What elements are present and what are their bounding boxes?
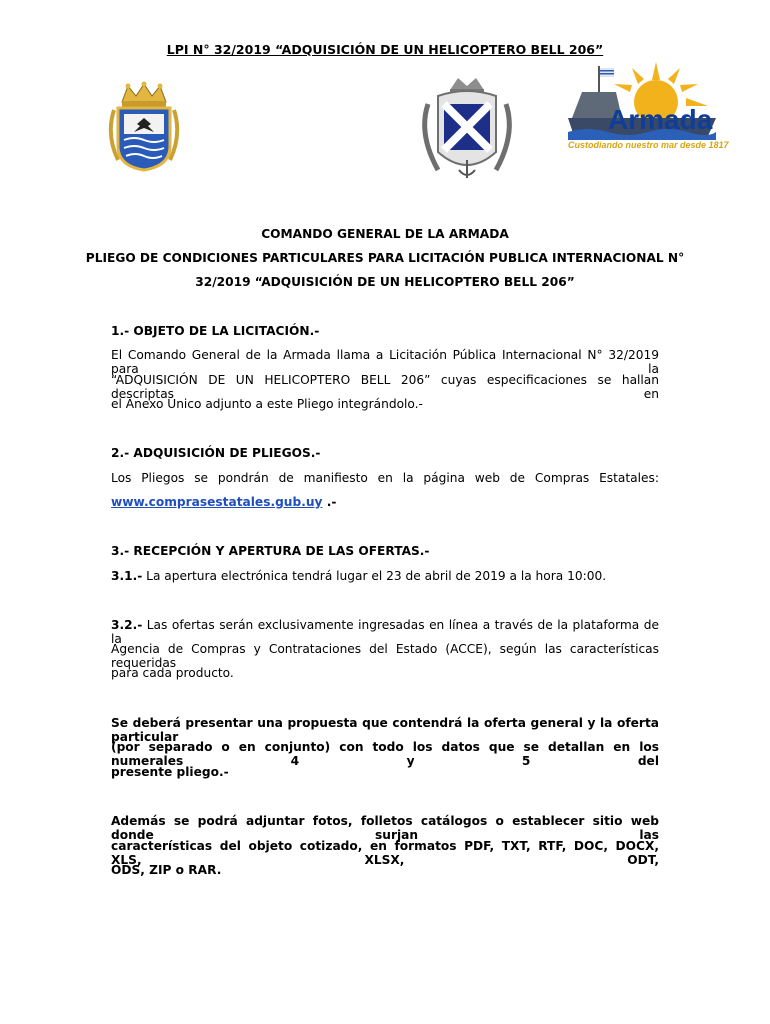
title-command: COMANDO GENERAL DE LA ARMADA — [261, 227, 509, 241]
compras-estatales-link[interactable]: www.comprasestatales.gub.uy — [111, 495, 323, 509]
section1-line3: el Anexo Único adjunto a este Pliego integrándolo.- — [111, 397, 423, 411]
armada-sun-logo — [568, 62, 729, 158]
bold-paragraph1-line3: presente pliego.- — [111, 765, 229, 779]
section3-heading: 3.- RECEPCIÓN Y APERTURA DE LAS OFERTAS.- — [111, 544, 430, 558]
title-pliego: PLIEGO DE CONDICIONES PARTICULARES PARA LICITACIÓN PUBLICA INTERNACIONAL N° — [85, 251, 685, 265]
section3-1-paragraph — [111, 569, 659, 583]
section3-1-label: 3.1.- — [111, 569, 143, 583]
navy-anchor-emblem-logo — [414, 74, 520, 184]
bold-paragraph2-line3: ODS, ZIP o RAR. — [111, 863, 222, 877]
section3-2-line3: para cada producto. — [111, 666, 234, 680]
section3-2-text: Las ofertas serán exclusivamente ingresadas en línea a través de la plataforma de la — [111, 618, 659, 646]
armada-slogan-text: Custodiando nuestro mar desde 1817 — [568, 140, 729, 150]
bold-paragraph1-line2: (por separado o en conjunto) con todo los datos que se detallan en los numerales 4 y 5 del — [111, 740, 659, 768]
section2-heading: 2.- ADQUISICIÓN DE PLIEGOS.- — [111, 446, 321, 460]
section2-line1: Los Pliegos se pondrán de manifiesto en la página web de Compras Estatales: — [111, 471, 659, 485]
section3-2-line2: Agencia de Compras y Contrataciones del Estado (ACCE), según las características requeridas — [111, 642, 659, 670]
document-header-title: LPI N° 32/2019 “ADQUISICIÓN DE UN HELICOPTERO BELL 206” — [166, 42, 604, 57]
section3-2-label: 3.2.- — [111, 618, 143, 632]
section2-link-line — [111, 495, 659, 509]
naval-crest-logo — [104, 80, 184, 172]
section1-line1: El Comando General de la Armada llama a Licitación Pública Internacional N° 32/2019 para la — [111, 348, 659, 376]
section1-heading: 1.- OBJETO DE LA LICITACIÓN.- — [111, 324, 320, 338]
section3-1-text: La apertura electrónica tendrá lugar el 23 de abril de 2019 a la hora 10:00. — [142, 569, 607, 583]
bold-paragraph1-line1: Se deberá presentar una propuesta que contendrá la oferta general y la oferta particular — [111, 716, 659, 744]
bold-paragraph2-line2: características del objeto cotizado, en formatos PDF, TXT, RTF, DOC, DOCX, XLS, XLSX, ODT, — [111, 839, 659, 867]
armada-brand-text: Armada — [608, 104, 713, 135]
section2-link-suffix: .- — [322, 495, 337, 509]
title-lpi-number: 32/2019 “ADQUISICIÓN DE UN HELICOPTERO BELL 206” — [195, 275, 575, 289]
bold-paragraph2-line1: Además se podrá adjuntar fotos, folletos catálogos o establecer sitio web donde surjan las — [111, 814, 659, 842]
section1-line2: “ADQUISICIÓN DE UN HELICOPTERO BELL 206” cuyas especificaciones se hallan descriptas en — [111, 373, 659, 401]
